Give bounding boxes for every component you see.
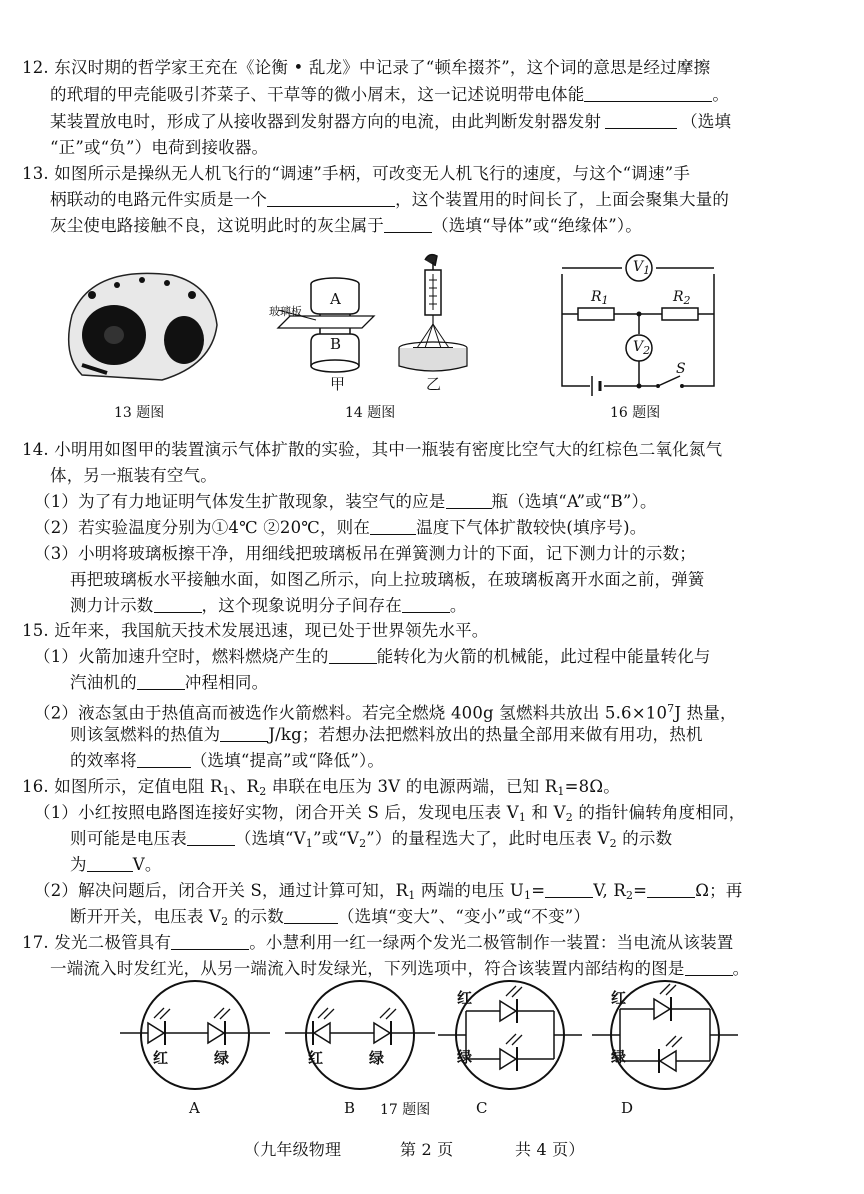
led-b-red-label: 红 — [308, 1049, 324, 1067]
answer-blank[interactable] — [329, 647, 377, 664]
q14-part1: （1）为了有力地证明气体发生扩散现象，装空气的应是 瓶（选填“A”或“B”）。 — [34, 492, 657, 511]
q16-line1: 16. 如图所示，定值电阻 $R_1$、$R_2$ 串联在电压为 3V 的电源两端，已知 $R_1=8\Omega$。 — [22, 777, 620, 798]
answer-blank[interactable] — [402, 596, 450, 613]
q16-part1-line3: 为 V。 — [70, 855, 162, 874]
q13-line1: 13. 如图所示是操纵无人机飞行的“调速”手柄，可改变无人机飞行的速度，与这个“调速”手 — [22, 164, 691, 183]
q14-part3-line3: 测力计示数 ，这个现象说明分子间存在 。 — [70, 596, 467, 615]
footer-subject: （九年级物理 — [244, 1140, 342, 1159]
led-a-red-label: 红 — [153, 1049, 169, 1067]
answer-blank[interactable] — [647, 881, 695, 898]
q16-part2-line1: （2）解决问题后，闭合开关 S，通过计算可知，$R_1$ 两端的电压 $U_1= V$, $R_2= \Omega$；再 — [34, 881, 743, 902]
q16-part1-line2: 则可能是电压表 （选填“$V_1$”或“$V_2$”）的量程选大了，此时电压表 $V_2$ 的示数 — [70, 829, 673, 850]
answer-blank[interactable] — [220, 725, 268, 742]
v2-label: $V_2$ — [633, 339, 651, 357]
answer-blank[interactable] — [545, 881, 593, 898]
bottle-b-label: B — [330, 335, 342, 353]
q14-part2: （2）若实验温度分别为①4℃ ②20℃，则在 温度下气体扩散较快(填序号)。 — [34, 518, 647, 537]
footer-page: 第 2 页 — [400, 1140, 454, 1159]
r2-label: $R_2$ — [673, 289, 691, 307]
answer-blank[interactable] — [137, 673, 185, 690]
glass-plate-label: 玻璃板 — [269, 305, 302, 318]
q16-part2-line2: 断开开关，电压表 $V_2$ 的示数 （选填“变大”、“变小”或“不变”） — [70, 907, 591, 928]
q12-line4: “正”或“负”）电荷到接收器。 — [50, 138, 269, 157]
option-d-label: D — [621, 1099, 634, 1117]
q14-line1: 14. 小明用如图甲的装置演示气体扩散的实验，其中一瓶装有密度比空气大的红棕色二氧化氮气 — [22, 440, 723, 459]
answer-blank[interactable] — [267, 190, 395, 207]
led-c-red-label: 红 — [457, 989, 473, 1007]
q12-line1: 12. 东汉时期的哲学家王充在《论衡 • 乱龙》中记录了“顿牟掇芥”，这个词的意思是经过摩擦 — [22, 58, 711, 77]
answer-blank[interactable] — [685, 959, 733, 976]
answer-blank[interactable] — [154, 596, 202, 613]
q13-line2: 柄联动的电路元件实质是一个 ，这个装置用的时间长了，上面会聚集大量的 — [50, 190, 730, 209]
answer-blank[interactable] — [187, 829, 235, 846]
answer-blank[interactable] — [284, 907, 338, 924]
answer-blank[interactable] — [605, 112, 677, 129]
q12-line2: 的玳瑁的甲壳能吸引芥菜子、干草等的微小屑末，这一记述说明带电体能 。 — [50, 85, 730, 104]
q17-line1: 17. 发光二极管具有 。小慧利用一红一绿两个发光二极管制作一装置：当电流从该装置 — [22, 933, 734, 952]
q15-part2-line2: 则该氢燃料的热值为 J/kg；若想办法把燃料放出的热量全部用来做有用功，热机 — [70, 725, 703, 744]
fig17-caption: 17 题图 — [380, 1102, 431, 1118]
q15-part2-line1: （2）液态氢由于热值高而被选作火箭燃料。若完全燃烧 400g 氢燃料共放出 $5.6\times 10^7J$ 热量， — [34, 702, 737, 723]
answer-blank[interactable] — [384, 216, 432, 233]
v1-label: $V_1$ — [633, 259, 651, 277]
q12-line3: 某装置放电时，形成了从接收器到发射器方向的电流，由此判断发射器发射 （选填 — [50, 112, 732, 131]
q16-part1-line1: （1）小红按照电路图连接好实物，闭合开关 S 后，发现电压表 $V_1$ 和 $V_2$ 的指针偏转角度相同， — [34, 803, 746, 824]
q15-line1: 15. 近年来，我国航天技术发展迅速，现已处于世界领先水平。 — [22, 621, 489, 640]
answer-blank[interactable] — [137, 751, 191, 768]
q15-part2-line3: 的效率将 （选填“提高”或“降低”）。 — [70, 751, 385, 770]
led-b-green-label: 绿 — [369, 1049, 385, 1067]
q14-part3-line2: 再把玻璃板水平接触水面，如图乙所示，向上拉玻璃板，在玻璃板离开水面之前，弹簧 — [70, 570, 705, 589]
fig13-throttle-image — [62, 255, 222, 385]
fig16-caption: 16 题图 — [610, 405, 661, 421]
q13-line3: 灰尘使电路接触不良，这说明此时的灰尘属于 （选填“导体”或“绝缘体”）。 — [50, 216, 642, 235]
answer-blank[interactable] — [87, 855, 133, 872]
bottle-a-label: A — [330, 290, 341, 308]
answer-blank[interactable] — [446, 492, 492, 509]
answer-blank[interactable] — [370, 518, 416, 535]
option-c-label: C — [476, 1099, 488, 1117]
r1-label: $R_1$ — [591, 289, 609, 307]
footer-total: 共 4 页） — [515, 1140, 585, 1159]
q15-part1-line1: （1）火箭加速升空时，燃料燃烧产生的 能转化为火箭的机械能，此过程中能量转化与 — [34, 647, 711, 666]
option-a-label: A — [189, 1099, 200, 1117]
fig-jia-label: 甲 — [330, 375, 346, 393]
switch-label: S — [676, 361, 686, 377]
fig13-caption: 13 题图 — [114, 405, 165, 421]
fig14-yi-spring-scale — [395, 252, 485, 377]
answer-blank[interactable] — [584, 85, 712, 102]
led-c-green-label: 绿 — [457, 1048, 473, 1066]
fig-yi-label: 乙 — [426, 375, 442, 393]
led-d-green-label: 绿 — [611, 1048, 627, 1066]
option-b-label: B — [344, 1099, 356, 1117]
q17-led-diagrams — [120, 975, 760, 1105]
option-b-diagram — [285, 981, 435, 1089]
fig14-caption: 14 题图 — [345, 405, 396, 421]
q17-line2: 一端流入时发红光，从另一端流入时发绿光，下列选项中，符合该装置内部结构的图是 。 — [50, 959, 750, 978]
q15-part1-line2: 汽油机的 冲程相同。 — [70, 673, 269, 692]
led-d-red-label: 红 — [611, 989, 627, 1007]
q14-part3-line1: （3）小明将玻璃板擦干净，用细线把玻璃板吊在弹簧测力计的下面，记下测力计的示数； — [34, 544, 696, 563]
q14-line2: 体，另一瓶装有空气。 — [50, 466, 217, 485]
led-a-green-label: 绿 — [214, 1049, 230, 1067]
option-a-diagram — [120, 981, 270, 1089]
answer-blank[interactable] — [171, 933, 249, 950]
